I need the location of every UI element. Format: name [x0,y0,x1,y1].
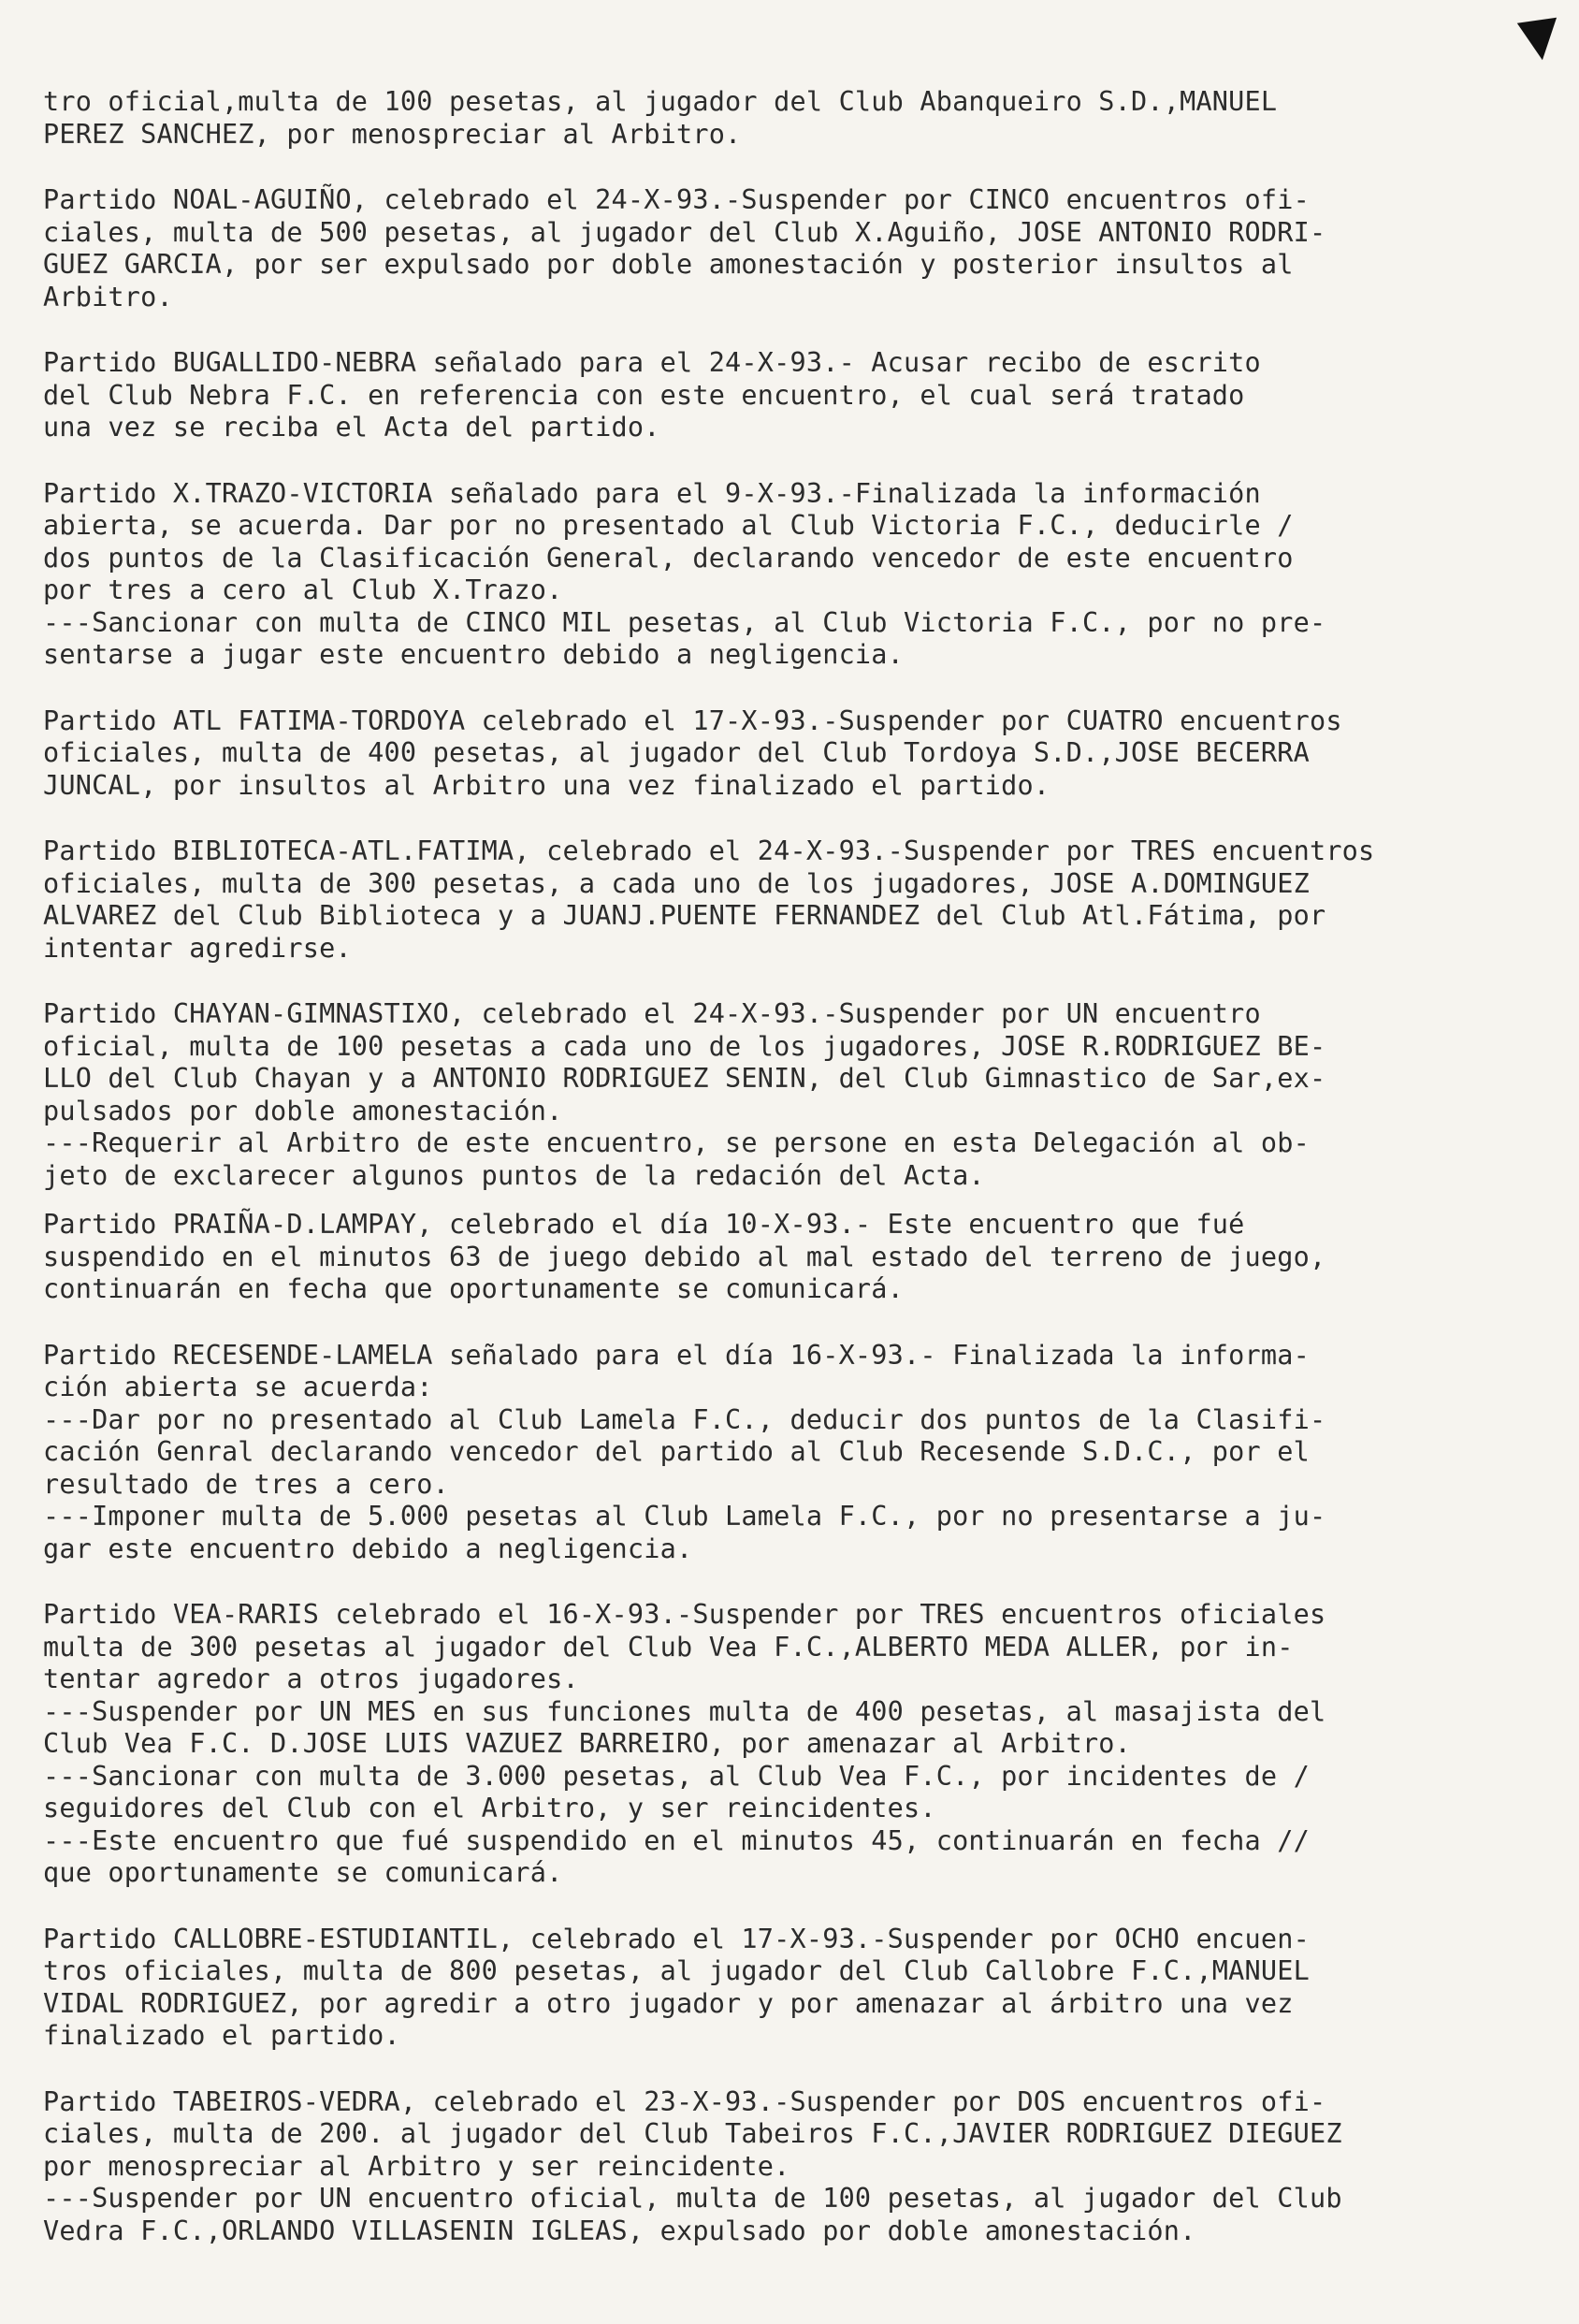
paragraph-recesende-lamela: Partido RECESENDE-LAMELA señalado para el día 16-X-93.- Finalizada la informa- ción abierta se acuerda: ---Dar por no presentado al Club Lamela F.C., deducir dos puntos de la Clasifi- cación Genral declarando vencedor del partido al Club Recesende S.D.C., por el resultado de tres a cero. ---Imponer multa de 5.000 pesetas al Club Lamela F.C., por no presentarse a ju- gar este encuentro debido a negligencia. [43,1339,1326,1564]
paragraph-tabeiros-vedra: Partido TABEIROS-VEDRA, celebrado el 23-X-93.-Suspender por DOS encuentros ofi- ciales, multa de 200. al jugador del Club Tabeiros F.C.,JAVIER RODRIGUEZ DIEGUEZ por menospreciar al Arbitro y ser reincidente. ---Suspender por UN encuentro oficial, multa de 100 pesetas, al jugador del Club Vedra F.C.,ORLANDO VILLASENIN IGLEAS, expulsado por doble amonestación. [43,2085,1342,2246]
paragraph-trazo-victoria: Partido X.TRAZO-VICTORIA señalado para el 9-X-93.-Finalizada la información abierta, se acuerda. Dar por no presentado al Club Victoria F.C., deducirle / dos puntos de la Clasificación General, declarando vencedor de este encuentro por tres a cero al Club X.Trazo. ---Sancionar con multa de CINCO MIL pesetas, al Club Victoria F.C., por no pre- sentarse a jugar este encuentro debido a negligencia. [43,477,1326,670]
paragraph-biblioteca-fatima: Partido BIBLIOTECA-ATL.FATIMA, celebrado el 24-X-93.-Suspender por TRES encuentros oficiales, multa de 300 pesetas, a cada uno de los jugadores, JOSE A.DOMINGUEZ ALVAREZ del Club Biblioteca y a JUANJ.PUENTE FERNANDEZ del Club Atl.Fátima, por intentar agredirse. [43,835,1375,964]
paragraph-callobre-estudiantil: Partido CALLOBRE-ESTUDIANTIL, celebrado el 17-X-93.-Suspender por OCHO encuen- tros oficiales, multa de 800 pesetas, al jugador del Club Callobre F.C.,MANUEL VIDAL RODRIGUEZ, por agredir a otro jugador y por amenazar al árbitro una vez finalizado el partido. [43,1923,1310,2051]
paragraph-noal-aguino: Partido NOAL-AGUIÑO, celebrado el 24-X-93.-Suspender por CINCO encuentros ofi- ciales, multa de 500 pesetas, al jugador del Club X.Aguiño, JOSE ANTONIO RODRI- GUEZ GARCIA, por ser expulsado por doble amonestación y posterior insultos al Arbitro. [43,184,1326,312]
page-corner-mark: ▼ [1514,3,1564,70]
paragraph-bugallido-nebra: Partido BUGALLIDO-NEBRA señalado para el 24-X-93.- Acusar recibo de escrito del Club Nebra F.C. en referencia con este encuentro, el cual será tratado una vez se reciba el Acta del partido. [43,347,1261,443]
document-body [43,86,1540,2281]
paragraph-praina-lampay: Partido PRAIÑA-D.LAMPAY, celebrado el día 10-X-93.- Este encuentro que fué suspendido en el minutos 63 de juego debido al mal estado del terreno de juego, continuarán en fecha que oportunamente se comunicará. [43,1209,1326,1304]
paragraph-chayan-gimnastixo: Partido CHAYAN-GIMNASTIXO, celebrado el 24-X-93.-Suspender por UN encuentro oficial, multa de 100 pesetas a cada uno de los jugadores, JOSE R.RODRIGUEZ BE- LLO del Club Chayan y a ANTONIO RODRIGUEZ SENIN, del Club Gimnastico de Sar,ex- pulsados por doble amonestación. ---Requerir al Arbitro de este encuentro, se persone en esta Delegación al ob- jeto de exclarecer algunos puntos de la redación del Acta. [43,998,1326,1191]
paragraph-fatima-tordoya: Partido ATL FATIMA-TORDOYA celebrado el 17-X-93.-Suspender por CUATRO encuentros oficiales, multa de 400 pesetas, al jugador del Club Tordoya S.D.,JOSE BECERRA JUNCAL, por insultos al Arbitro una vez finalizado el partido. [43,704,1342,801]
paragraph-vea-raris: Partido VEA-RARIS celebrado el 16-X-93.-Suspender por TRES encuentros oficiales multa de 300 pesetas al jugador del Club Vea F.C.,ALBERTO MEDA ALLER, por in- tentar agredor a otros jugadores. ---Suspender por UN MES en sus funciones multa de 400 pesetas, al masajista del Club Vea F.C. D.JOSE LUIS VAZUEZ BARREIRO, por amenazar al Arbitro. ---Sancionar con multa de 3.000 pesetas, al Club Vea F.C., por incidentes de / seguidores del Club con el Arbitro, y ser reincidentes. ---Este encuentro que fué suspendido en el minutos 45, continuarán en fecha // que oportunamente se comunicará. [43,1599,1326,1888]
paragraph-abanqueiro: tro oficial,multa de 100 pesetas, al jugador del Club Abanqueiro S.D.,MANUEL PEREZ SANCHEZ, por menospreciar al Arbitro. [43,86,1278,150]
